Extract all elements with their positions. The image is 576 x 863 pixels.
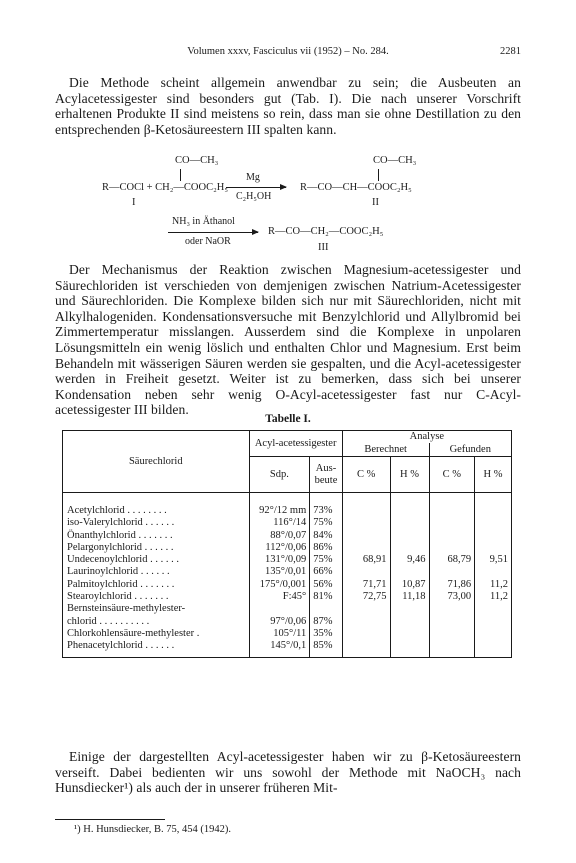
table-row: [63, 603, 512, 615]
page-number: 2281: [500, 46, 521, 57]
cell-ausbeute: 35%: [310, 628, 343, 640]
cell-c-calc: [342, 628, 390, 640]
cell-name: Laurinoylchlorid . . . . . .: [63, 566, 250, 578]
cell-h-calc: [390, 616, 429, 628]
table-row: [63, 579, 512, 591]
header-h-found: H %: [475, 457, 512, 493]
cell-h-found: [475, 603, 512, 615]
cell-c-calc: [342, 616, 390, 628]
cell-name: Pelargonylchlorid . . . . . .: [63, 542, 250, 554]
cell-name: Undecenoylchlorid . . . . . .: [63, 554, 250, 566]
cell-c-calc: [342, 603, 390, 615]
cell-c-calc: [342, 530, 390, 542]
header-acyl-acetessigester: Acyl-acetessigester: [249, 431, 342, 457]
table-row: [63, 493, 512, 518]
paragraph-mechanism: Der Mechanismus der Reaktion zwischen Magnesium-acetessigester und Säurechloriden ist verschieden von demjenigen zwischen Natrium-Acetessigester und Säurechloriden. Die Komplexe bilden sich nur mit Säurechloriden, nicht mit Alkylhalogeniden. Kondensationsversuche mit Benzylchlorid und Allylbromid bei Zimmertemperatur misslangen. Ausserdem sind die Komplexe in unpolaren Lösungsmitteln ein wenig löslich und enthalten Chlor und Magnesium. Erst beim Behandeln mit wässerigen Säuren werden sie gespalten, und die Acyl-acetessigester werden in Freiheit gesetzt. Weiter ist zu bemerken, dass sich bei unserer Kondensation neben sehr wenig O-Acyl-acetessigester fast nur C-Acyl-acetessigester III bilden.: [55, 262, 521, 418]
cell-c-calc: [342, 640, 390, 657]
table-row: [63, 591, 512, 603]
label-compound-II: II: [372, 197, 379, 208]
cell-ausbeute: 73%: [310, 493, 343, 518]
cell-h-calc: [390, 517, 429, 529]
cell-h-found: 9,51: [475, 554, 512, 566]
table-row: [63, 616, 512, 628]
table-row: [63, 530, 512, 542]
header-saeurechlorid: Säurechlorid: [63, 431, 250, 493]
header-h-calc: H %: [390, 457, 429, 493]
cell-h-found: [475, 542, 512, 554]
cell-name: chlorid . . . . . . . . . .: [63, 616, 250, 628]
cell-h-calc: [390, 628, 429, 640]
cell-sdp: 116°/14: [249, 517, 310, 529]
cell-name: Acetylchlorid . . . . . . . .: [63, 493, 250, 518]
table-row: [63, 640, 512, 657]
cell-name: iso-Valerylchlorid . . . . . .: [63, 517, 250, 529]
cell-c-found: [429, 530, 475, 542]
product-III: R—CO—CH₂—COOC₂H₅: [268, 226, 384, 237]
cell-c-found: [429, 616, 475, 628]
cell-c-found: 71,86: [429, 579, 475, 591]
cell-sdp: 88°/0,07: [249, 530, 310, 542]
cell-name: Bernsteinsäure-methylester-: [63, 603, 250, 615]
bond-line-left: [180, 169, 181, 181]
cell-c-calc: 71,71: [342, 579, 390, 591]
cell-c-found: [429, 640, 475, 657]
cell-ausbeute: 66%: [310, 566, 343, 578]
cell-h-calc: [390, 493, 429, 518]
cell-c-found: [429, 542, 475, 554]
cell-name: Stearoylchlorid . . . . . . .: [63, 591, 250, 603]
header-ausbeute: [310, 457, 343, 493]
cell-c-calc: 72,75: [342, 591, 390, 603]
cell-h-found: [475, 566, 512, 578]
header-ausbeute-text: Aus-beute: [314, 462, 338, 486]
cell-c-found: [429, 517, 475, 529]
cell-sdp: 175°/0,001: [249, 579, 310, 591]
running-title: Volumen xxxv, Fasciculus vii (1952) – No. 284.: [187, 46, 389, 57]
cell-h-found: [475, 530, 512, 542]
cell-c-found: [429, 493, 475, 518]
label-compound-III: III: [318, 242, 329, 253]
cell-ausbeute: 81%: [310, 591, 343, 603]
cell-h-found: [475, 628, 512, 640]
cell-h-calc: 10,87: [390, 579, 429, 591]
data-table: [62, 430, 512, 658]
cell-c-found: [429, 566, 475, 578]
header-c-found: C %: [429, 457, 475, 493]
label-compound-I: I: [132, 197, 136, 208]
cell-sdp: 145°/0,1: [249, 640, 310, 657]
cell-sdp: [249, 603, 310, 615]
cell-ausbeute: 56%: [310, 579, 343, 591]
acetyl-group-left: CO—CH₃: [175, 155, 219, 166]
acetyl-group-right: CO—CH₃: [373, 155, 417, 166]
cell-sdp: 97°/0,06: [249, 616, 310, 628]
cell-ausbeute: 86%: [310, 542, 343, 554]
cell-sdp: 92°/12 mm: [249, 493, 310, 518]
cell-ausbeute: [310, 603, 343, 615]
cell-ausbeute: 87%: [310, 616, 343, 628]
cell-h-calc: [390, 542, 429, 554]
cell-name: Chlorkohlensäure-methylester .: [63, 628, 250, 640]
header-berechnet: Berechnet: [343, 443, 430, 456]
cell-sdp: 131°/0,09: [249, 554, 310, 566]
reagent-naor: oder NaOR: [185, 236, 231, 247]
cell-h-calc: [390, 566, 429, 578]
table-row: [63, 542, 512, 554]
paragraph-saponification: Einige der dargestellten Acyl-acetessigester haben wir zu β-Ketosäureestern verseift. Dabei bedienten wir uns sowohl der Methode mit NaOCH₃ nach Hunsdiecker¹) als auch der in unserer früheren Mit-: [55, 749, 521, 796]
cell-c-calc: [342, 566, 390, 578]
cell-h-found: [475, 493, 512, 518]
cell-sdp: F:45°: [249, 591, 310, 603]
footnote-rule: [55, 819, 165, 820]
cell-ausbeute: 75%: [310, 554, 343, 566]
cell-c-calc: [342, 542, 390, 554]
cell-h-found: [475, 517, 512, 529]
cell-h-calc: 9,46: [390, 554, 429, 566]
reagent-ammonia: NH₃ in Äthanol: [172, 216, 235, 227]
header-c-calc: C %: [342, 457, 390, 493]
table-row: [63, 628, 512, 640]
cell-ausbeute: 84%: [310, 530, 343, 542]
cell-c-found: [429, 628, 475, 640]
cell-c-found: 73,00: [429, 591, 475, 603]
table-caption: Tabelle I.: [265, 413, 311, 425]
table-row: [63, 554, 512, 566]
reagent-ethanol: C₂H₅OH: [236, 191, 272, 202]
cell-sdp: 105°/11: [249, 628, 310, 640]
cell-sdp: 112°/0,06: [249, 542, 310, 554]
cell-sdp: 135°/0,01: [249, 566, 310, 578]
footnote: ¹) H. Hunsdiecker, B. 75, 454 (1942).: [74, 824, 231, 835]
table-row: [63, 517, 512, 529]
header-analyse-group: [342, 431, 511, 457]
cell-h-calc: [390, 530, 429, 542]
header-sdp: Sdp.: [249, 457, 310, 493]
cell-h-found: 11,2: [475, 579, 512, 591]
table-body: [63, 493, 512, 658]
cell-h-calc: 11,18: [390, 591, 429, 603]
table-row: [63, 566, 512, 578]
cell-ausbeute: 85%: [310, 640, 343, 657]
reactants: R—COCl + CH₂—COOC₂H₅: [102, 182, 229, 193]
header-analyse: Analyse: [409, 431, 445, 442]
cell-c-calc: [342, 517, 390, 529]
product-II: R—CO—CH—COOC₂H₅: [300, 182, 412, 193]
cell-h-found: 11,2: [475, 591, 512, 603]
header-gefunden: Gefunden: [449, 444, 491, 455]
cell-c-calc: 68,91: [342, 554, 390, 566]
cell-name: Önanthylchlorid . . . . . . .: [63, 530, 250, 542]
cell-name: Palmitoylchlorid . . . . . . .: [63, 579, 250, 591]
paragraph-method: Die Methode scheint allgemein anwendbar zu sein; die Ausbeuten an Acylacetessigester sind besonders gut (Tab. I). Die nach unserer Vorschrift erhaltenen Produkte II sind meistens so rein, dass man sie ohne Destillation zu den entsprechenden β-Ketosäureestern III spalten kann.: [55, 75, 521, 137]
cell-h-found: [475, 616, 512, 628]
cell-h-found: [475, 640, 512, 657]
reaction-arrow-1: [226, 187, 286, 188]
cell-c-found: [429, 603, 475, 615]
reaction-arrow-2: [168, 232, 258, 233]
bond-line-right: [378, 169, 379, 181]
cell-c-calc: [342, 493, 390, 518]
cell-h-calc: [390, 603, 429, 615]
cell-name: Phenacetylchlorid . . . . . .: [63, 640, 250, 657]
cell-h-calc: [390, 640, 429, 657]
cell-c-found: 68,79: [429, 554, 475, 566]
cell-ausbeute: 75%: [310, 517, 343, 529]
reagent-mg: Mg: [246, 172, 260, 183]
